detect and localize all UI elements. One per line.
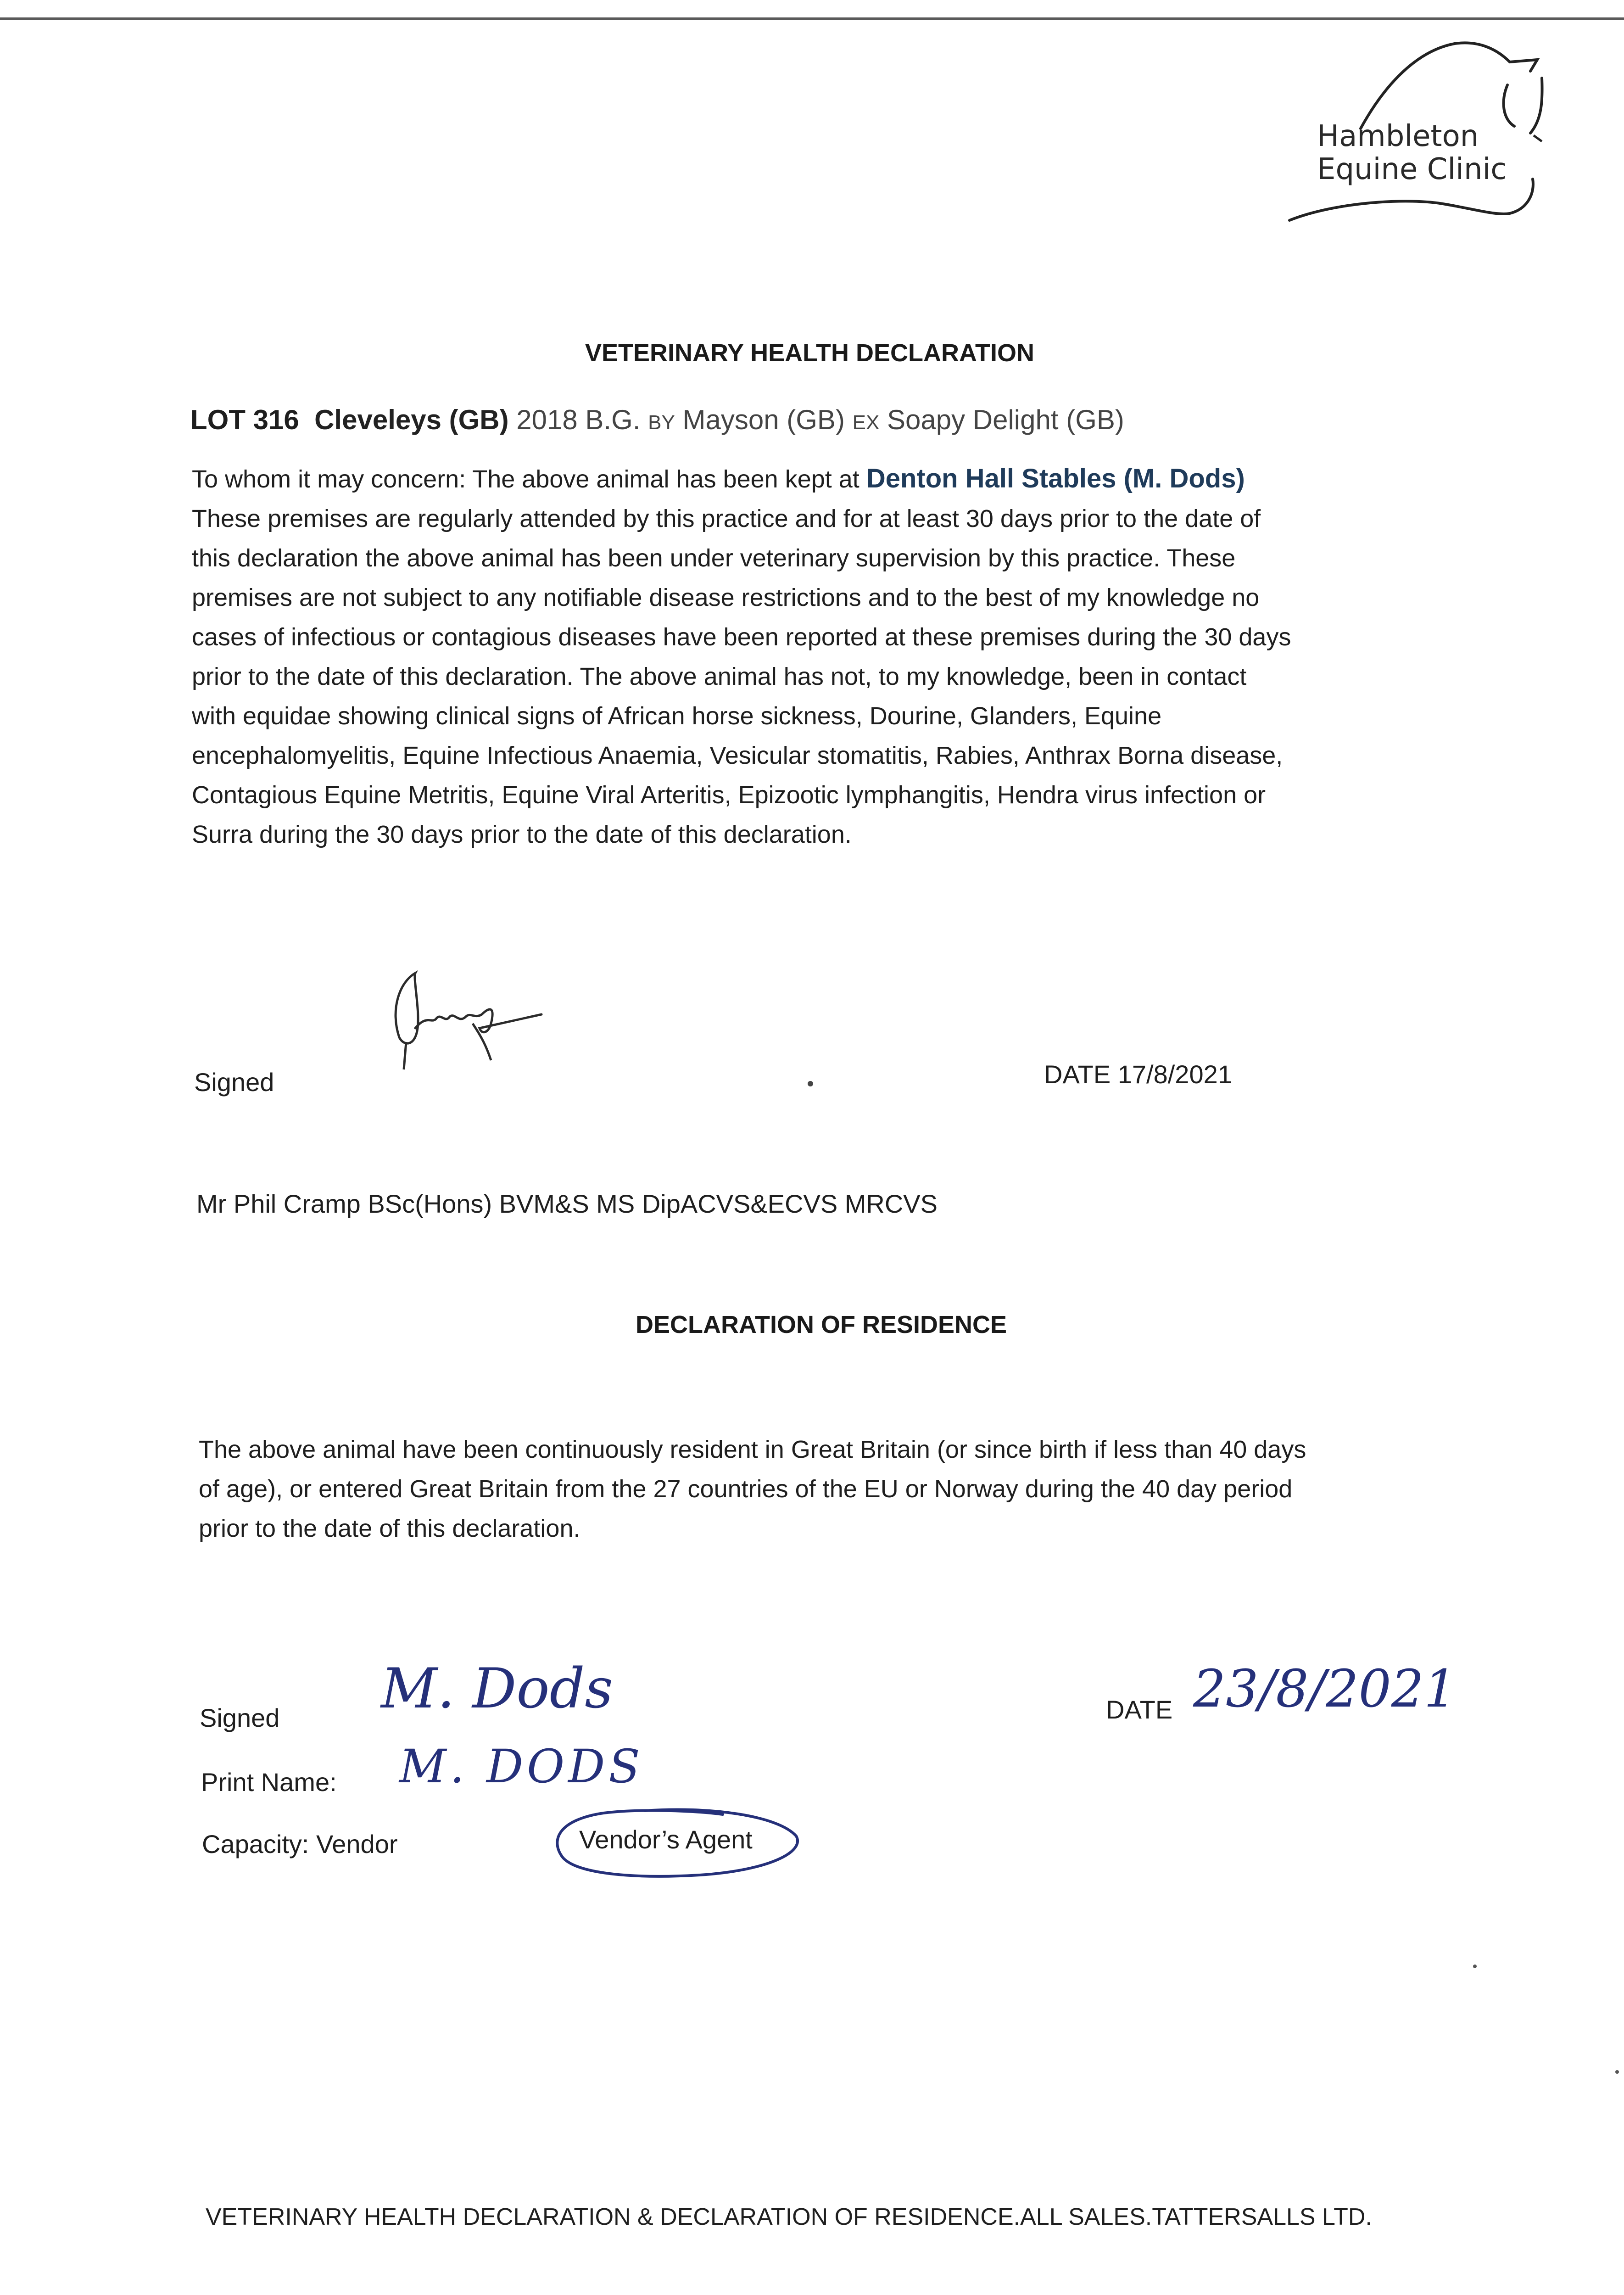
body-line: prior to the date of this declaration. The above animal has not, to my knowledge, been in contact bbox=[192, 663, 1247, 690]
residence-line: The above animal have been continuously resident in Great Britain (or since birth if less than 40 days bbox=[199, 1436, 1306, 1463]
by-word: BY bbox=[648, 411, 675, 434]
health-declaration-heading: VETERINARY HEALTH DECLARATION bbox=[585, 339, 1035, 367]
footer-text: VETERINARY HEALTH DECLARATION & DECLARATION OF RESIDENCE.ALL SALES.TATTERSALLS LTD. bbox=[206, 2204, 1372, 2230]
print-name-label: Print Name: bbox=[201, 1768, 337, 1797]
vet-signed-label: Signed bbox=[194, 1068, 274, 1097]
residence-line: prior to the date of this declaration. bbox=[199, 1515, 580, 1542]
sire-name: Mayson (GB) bbox=[682, 404, 845, 435]
ex-word: EX bbox=[852, 411, 880, 434]
vet-signature bbox=[372, 955, 555, 1083]
capacity-label: Capacity: Vendor bbox=[202, 1830, 398, 1858]
scan-dot bbox=[808, 1081, 813, 1086]
body-line: with equidae showing clinical signs of African horse sickness, Dourine, Glanders, Equine bbox=[192, 702, 1162, 730]
vet-date: DATE 17/8/2021 bbox=[1044, 1060, 1232, 1089]
logo-line-1: Hambleton bbox=[1317, 119, 1479, 153]
residence-date-label: DATE bbox=[1106, 1695, 1173, 1724]
scan-dot bbox=[1473, 1965, 1477, 1968]
intro-text: To whom it may concern: The above animal has been kept at bbox=[192, 465, 859, 493]
body-line: cases of infectious or contagious diseases have been reported at these premises during the 30 days bbox=[192, 623, 1291, 651]
dam-name: Soapy Delight (GB) bbox=[887, 404, 1124, 435]
capacity-option: Vendor’s Agent bbox=[579, 1825, 753, 1854]
print-name-value: M. DODS bbox=[399, 1740, 644, 1793]
intro-line bbox=[192, 459, 1477, 499]
residence-declaration-heading: DECLARATION OF RESIDENCE bbox=[636, 1311, 1007, 1338]
body-line: encephalomyelitis, Equine Infectious Anaemia, Vesicular stomatitis, Rabies, Anthrax Borna disease, bbox=[192, 742, 1283, 769]
horse-name: Cleveleys (GB) bbox=[314, 404, 509, 435]
clinic-logo bbox=[1280, 28, 1565, 234]
body-line: These premises are regularly attended by this practice and for at least 30 days prior to the date of bbox=[192, 505, 1261, 532]
residence-body bbox=[199, 1430, 1484, 1548]
health-declaration-body bbox=[192, 459, 1477, 854]
premises-name: Denton Hall Stables (M. Dods) bbox=[866, 464, 1245, 493]
lot-number: LOT 316 bbox=[190, 404, 299, 435]
residence-date-value: 23/8/2021 bbox=[1193, 1659, 1457, 1719]
horse-details: 2018 B.G. bbox=[516, 404, 641, 435]
body-line: Surra during the 30 days prior to the date of this declaration. bbox=[192, 821, 852, 848]
body-line: premises are not subject to any notifiable disease restrictions and to the best of my knowledge no bbox=[192, 584, 1260, 611]
scan-dot bbox=[1615, 2070, 1619, 2074]
logo-line-2: Equine Clinic bbox=[1317, 152, 1507, 186]
body-line: Contagious Equine Metritis, Equine Viral Arteritis, Epizootic lymphangitis, Hendra virus infection or bbox=[192, 781, 1266, 809]
body-line: this declaration the above animal has been under veterinary supervision by this practice. These bbox=[192, 544, 1236, 572]
top-scan-rule bbox=[0, 17, 1624, 20]
vet-name: Mr Phil Cramp BSc(Hons) BVM&S MS DipACVS&ECVS MRCVS bbox=[196, 1189, 938, 1218]
vendor-signed-label: Signed bbox=[200, 1703, 280, 1732]
lot-line bbox=[190, 404, 1124, 436]
vendor-signature: M. Dods bbox=[381, 1657, 614, 1721]
residence-line: of age), or entered Great Britain from the 27 countries of the EU or Norway during the 40 day period bbox=[199, 1475, 1293, 1503]
